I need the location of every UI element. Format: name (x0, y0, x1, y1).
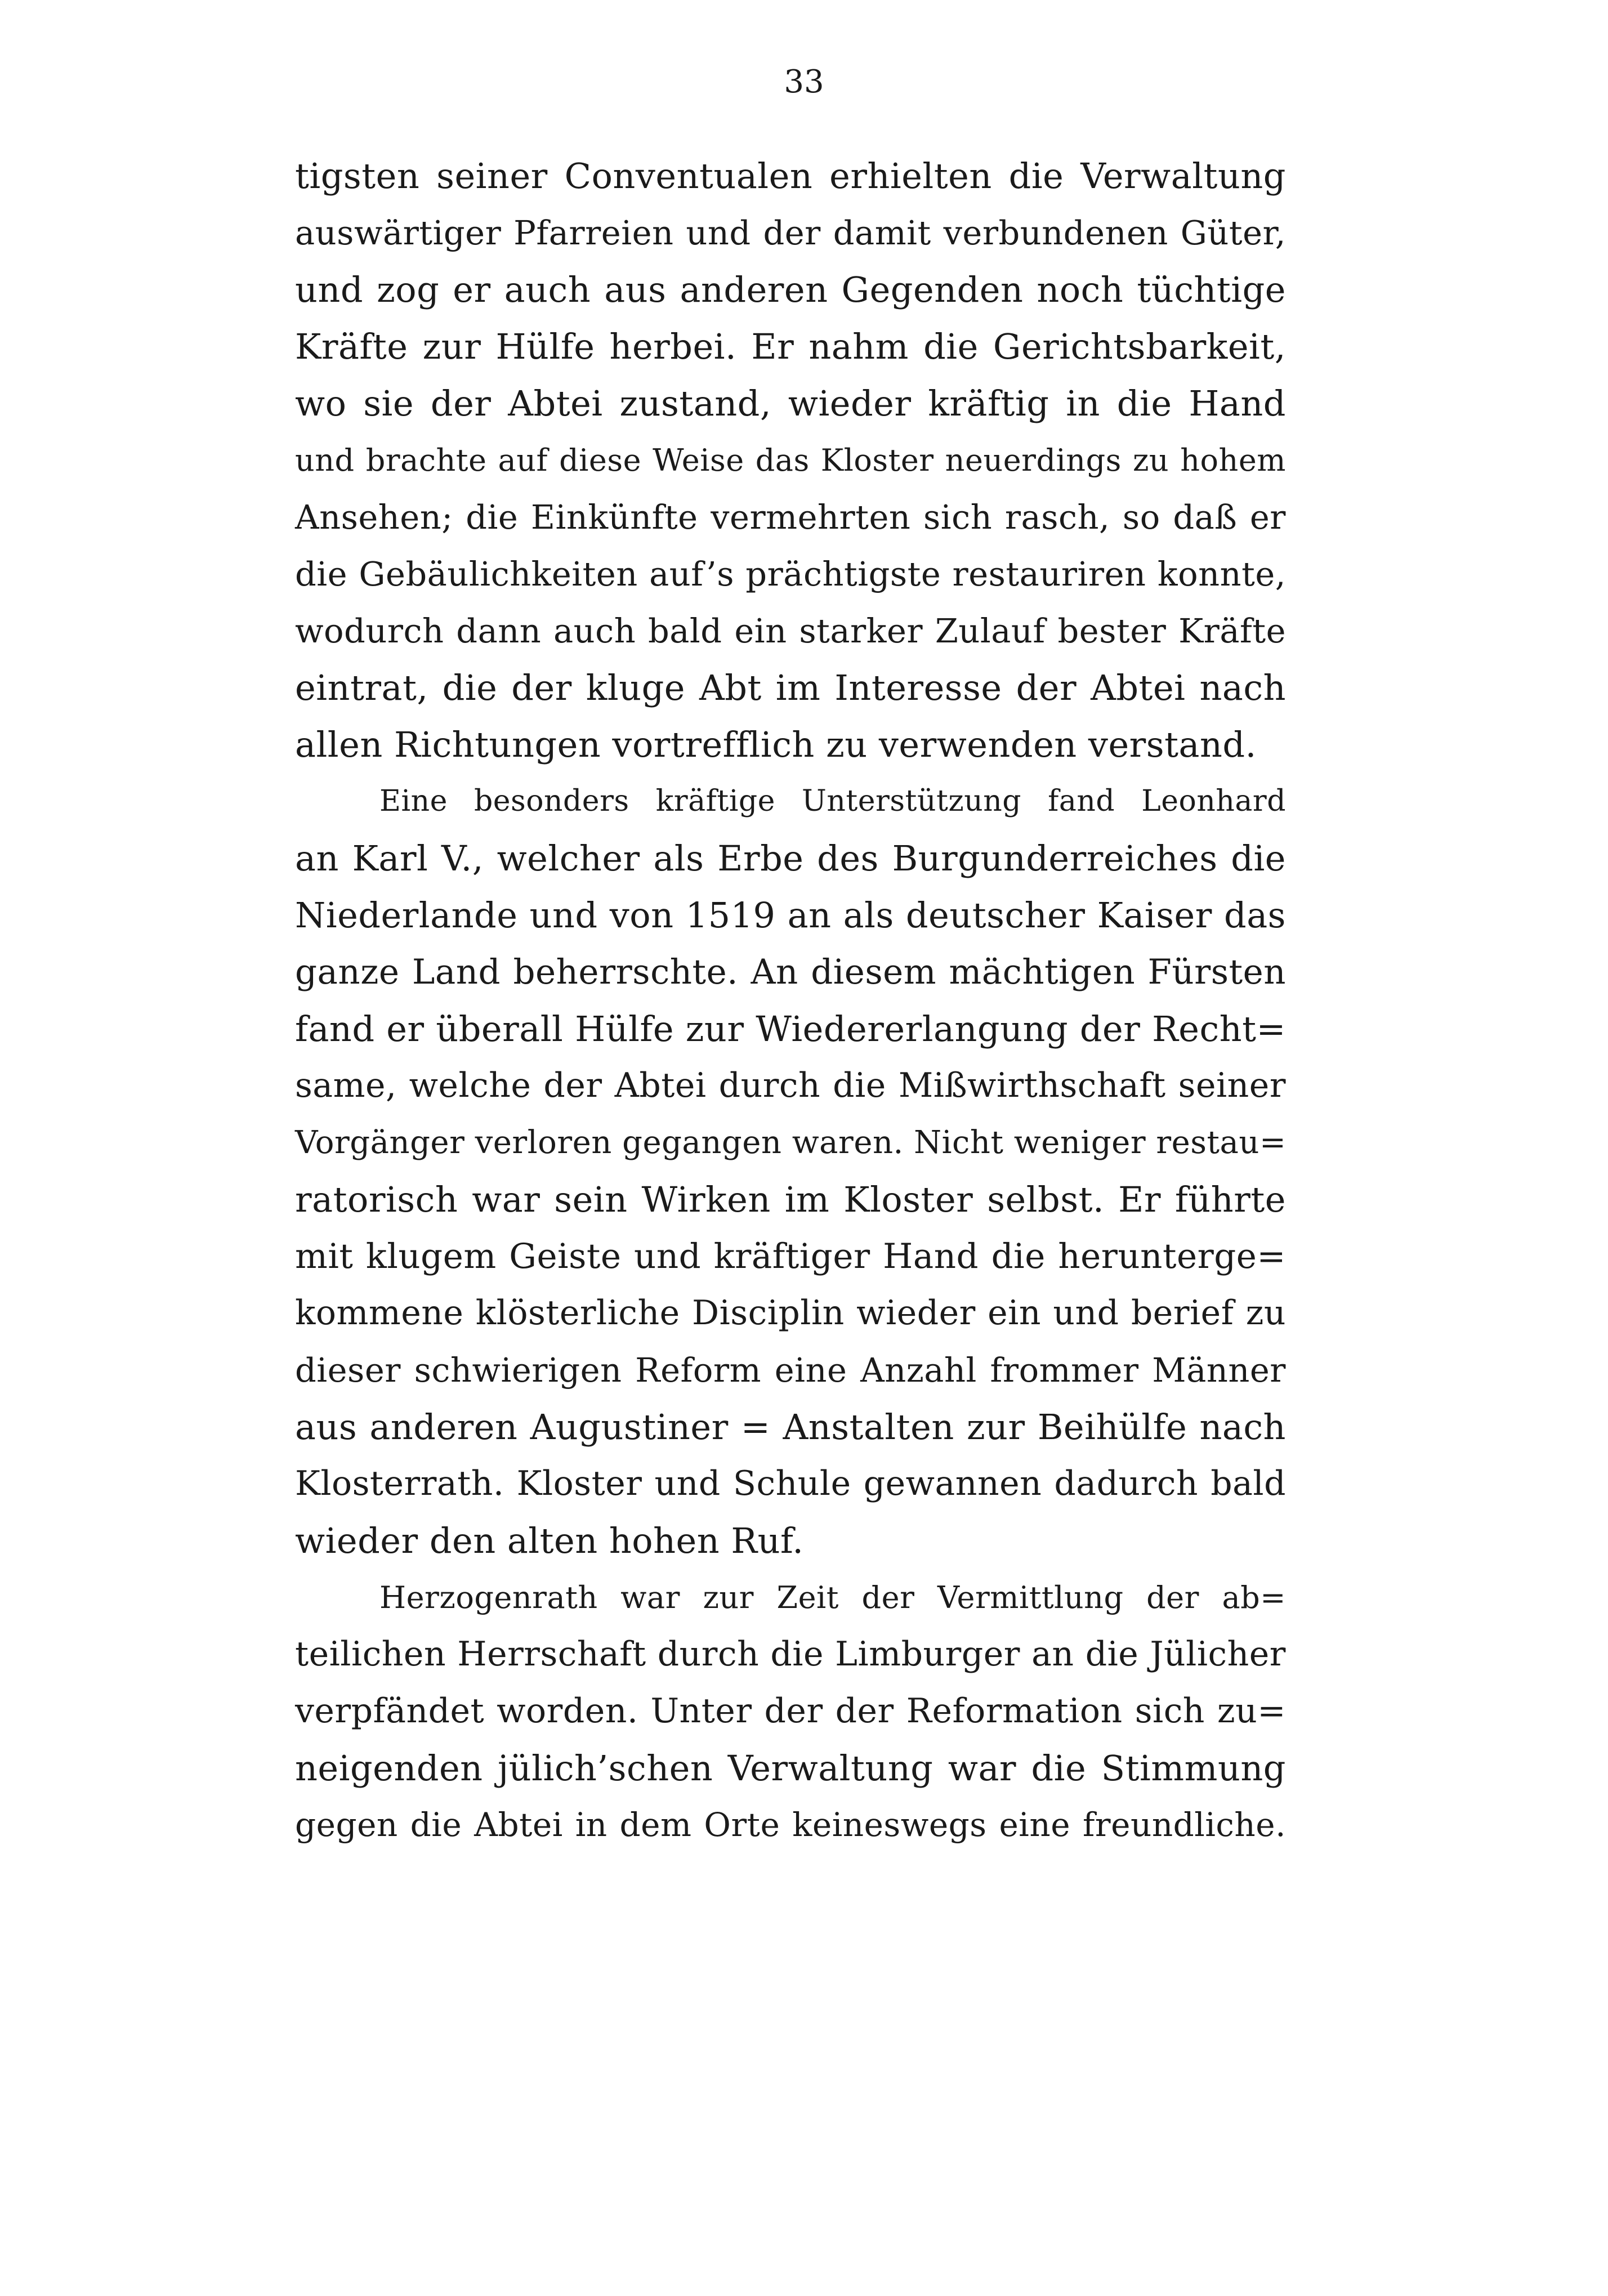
text-line: und zog er auch aus anderen Gegenden noch tüchtige (295, 269, 1286, 310)
text-line: ganze Land beherrschte. An diesem mächtigen Fürsten (295, 952, 1286, 992)
text-line: eintrat, die der kluge Abt im Interesse der Abtei nach (295, 667, 1286, 708)
text-line: die Gebäulichkeiten auf’s prächtigste restauriren konnte, (295, 555, 1286, 593)
text-line: an Karl V., welcher als Erbe des Burgunderreiches die (295, 838, 1286, 879)
text-line: gegen die Abtei in dem Orte keineswegs eine freundliche. (295, 1806, 1286, 1844)
paragraph-2 (295, 773, 1286, 1569)
text-line: dieser schwierigen Reform eine Anzahl frommer Männer (295, 1351, 1286, 1390)
text-line: mit klugem Geiste und kräftiger Hand die herunterge= (295, 1236, 1286, 1276)
text-line: Klosterrath. Kloster und Schule gewannen dadurch bald (295, 1464, 1286, 1503)
text-line: Herzogenrath war zur Zeit der Vermittlung der ab= (379, 1580, 1286, 1615)
page-number: 33 (784, 64, 824, 100)
body-text (295, 148, 1286, 1853)
text-line: aus anderen Augustiner = Anstalten zur Beihülfe nach (295, 1406, 1286, 1448)
text-line: teilichen Herrschaft durch die Limburger an die Jülicher (295, 1634, 1286, 1674)
text-line: neigenden jülich’schen Verwaltung war die Stimmung (295, 1748, 1286, 1789)
text-line: Kräfte zur Hülfe herbei. Er nahm die Gerichtsbarkeit, (295, 326, 1286, 367)
text-line: Niederlande und von 1519 an als deutscher Kaiser das (295, 895, 1286, 936)
paragraph-3 (295, 1569, 1286, 1853)
text-line: wodurch dann auch bald ein starker Zulauf bester Kräfte (295, 611, 1286, 650)
paragraph-1 (295, 148, 1286, 773)
text-line: tigsten seiner Conventualen erhielten die Verwaltung (295, 155, 1286, 196)
text-line: wieder den alten hohen Ruf. (295, 1520, 804, 1561)
text-line: allen Richtungen vortrefflich zu verwenden verstand. (295, 724, 1257, 765)
text-line: ratorisch war sein Wirken im Kloster selbst. Er führte (295, 1179, 1286, 1220)
text-line: auswärtiger Pfarreien und der damit verbundenen Güter, (295, 213, 1286, 252)
text-line: verpfändet worden. Unter der der Reformation sich zu= (295, 1691, 1286, 1731)
text-line: Ansehen; die Einkünfte vermehrten sich rasch, so daß er (295, 498, 1286, 537)
text-line: fand er überall Hülfe zur Wiedererlangung der Recht= (295, 1008, 1286, 1049)
text-line: Vorgänger verloren gegangen waren. Nicht weniger restau= (295, 1124, 1287, 1161)
text-line: Eine besonders kräftige Unterstützung fand Leonhard (379, 784, 1286, 818)
text-line: und brachte auf diese Weise das Kloster neuerdings zu hohem (295, 443, 1286, 478)
text-line: wo sie der Abtei zustand, wieder kräftig in die Hand (295, 383, 1286, 424)
text-line: same, welche der Abtei durch die Mißwirthschaft seiner (295, 1066, 1286, 1105)
text-line: kommene klösterliche Disciplin wieder ein und berief zu (295, 1293, 1286, 1333)
